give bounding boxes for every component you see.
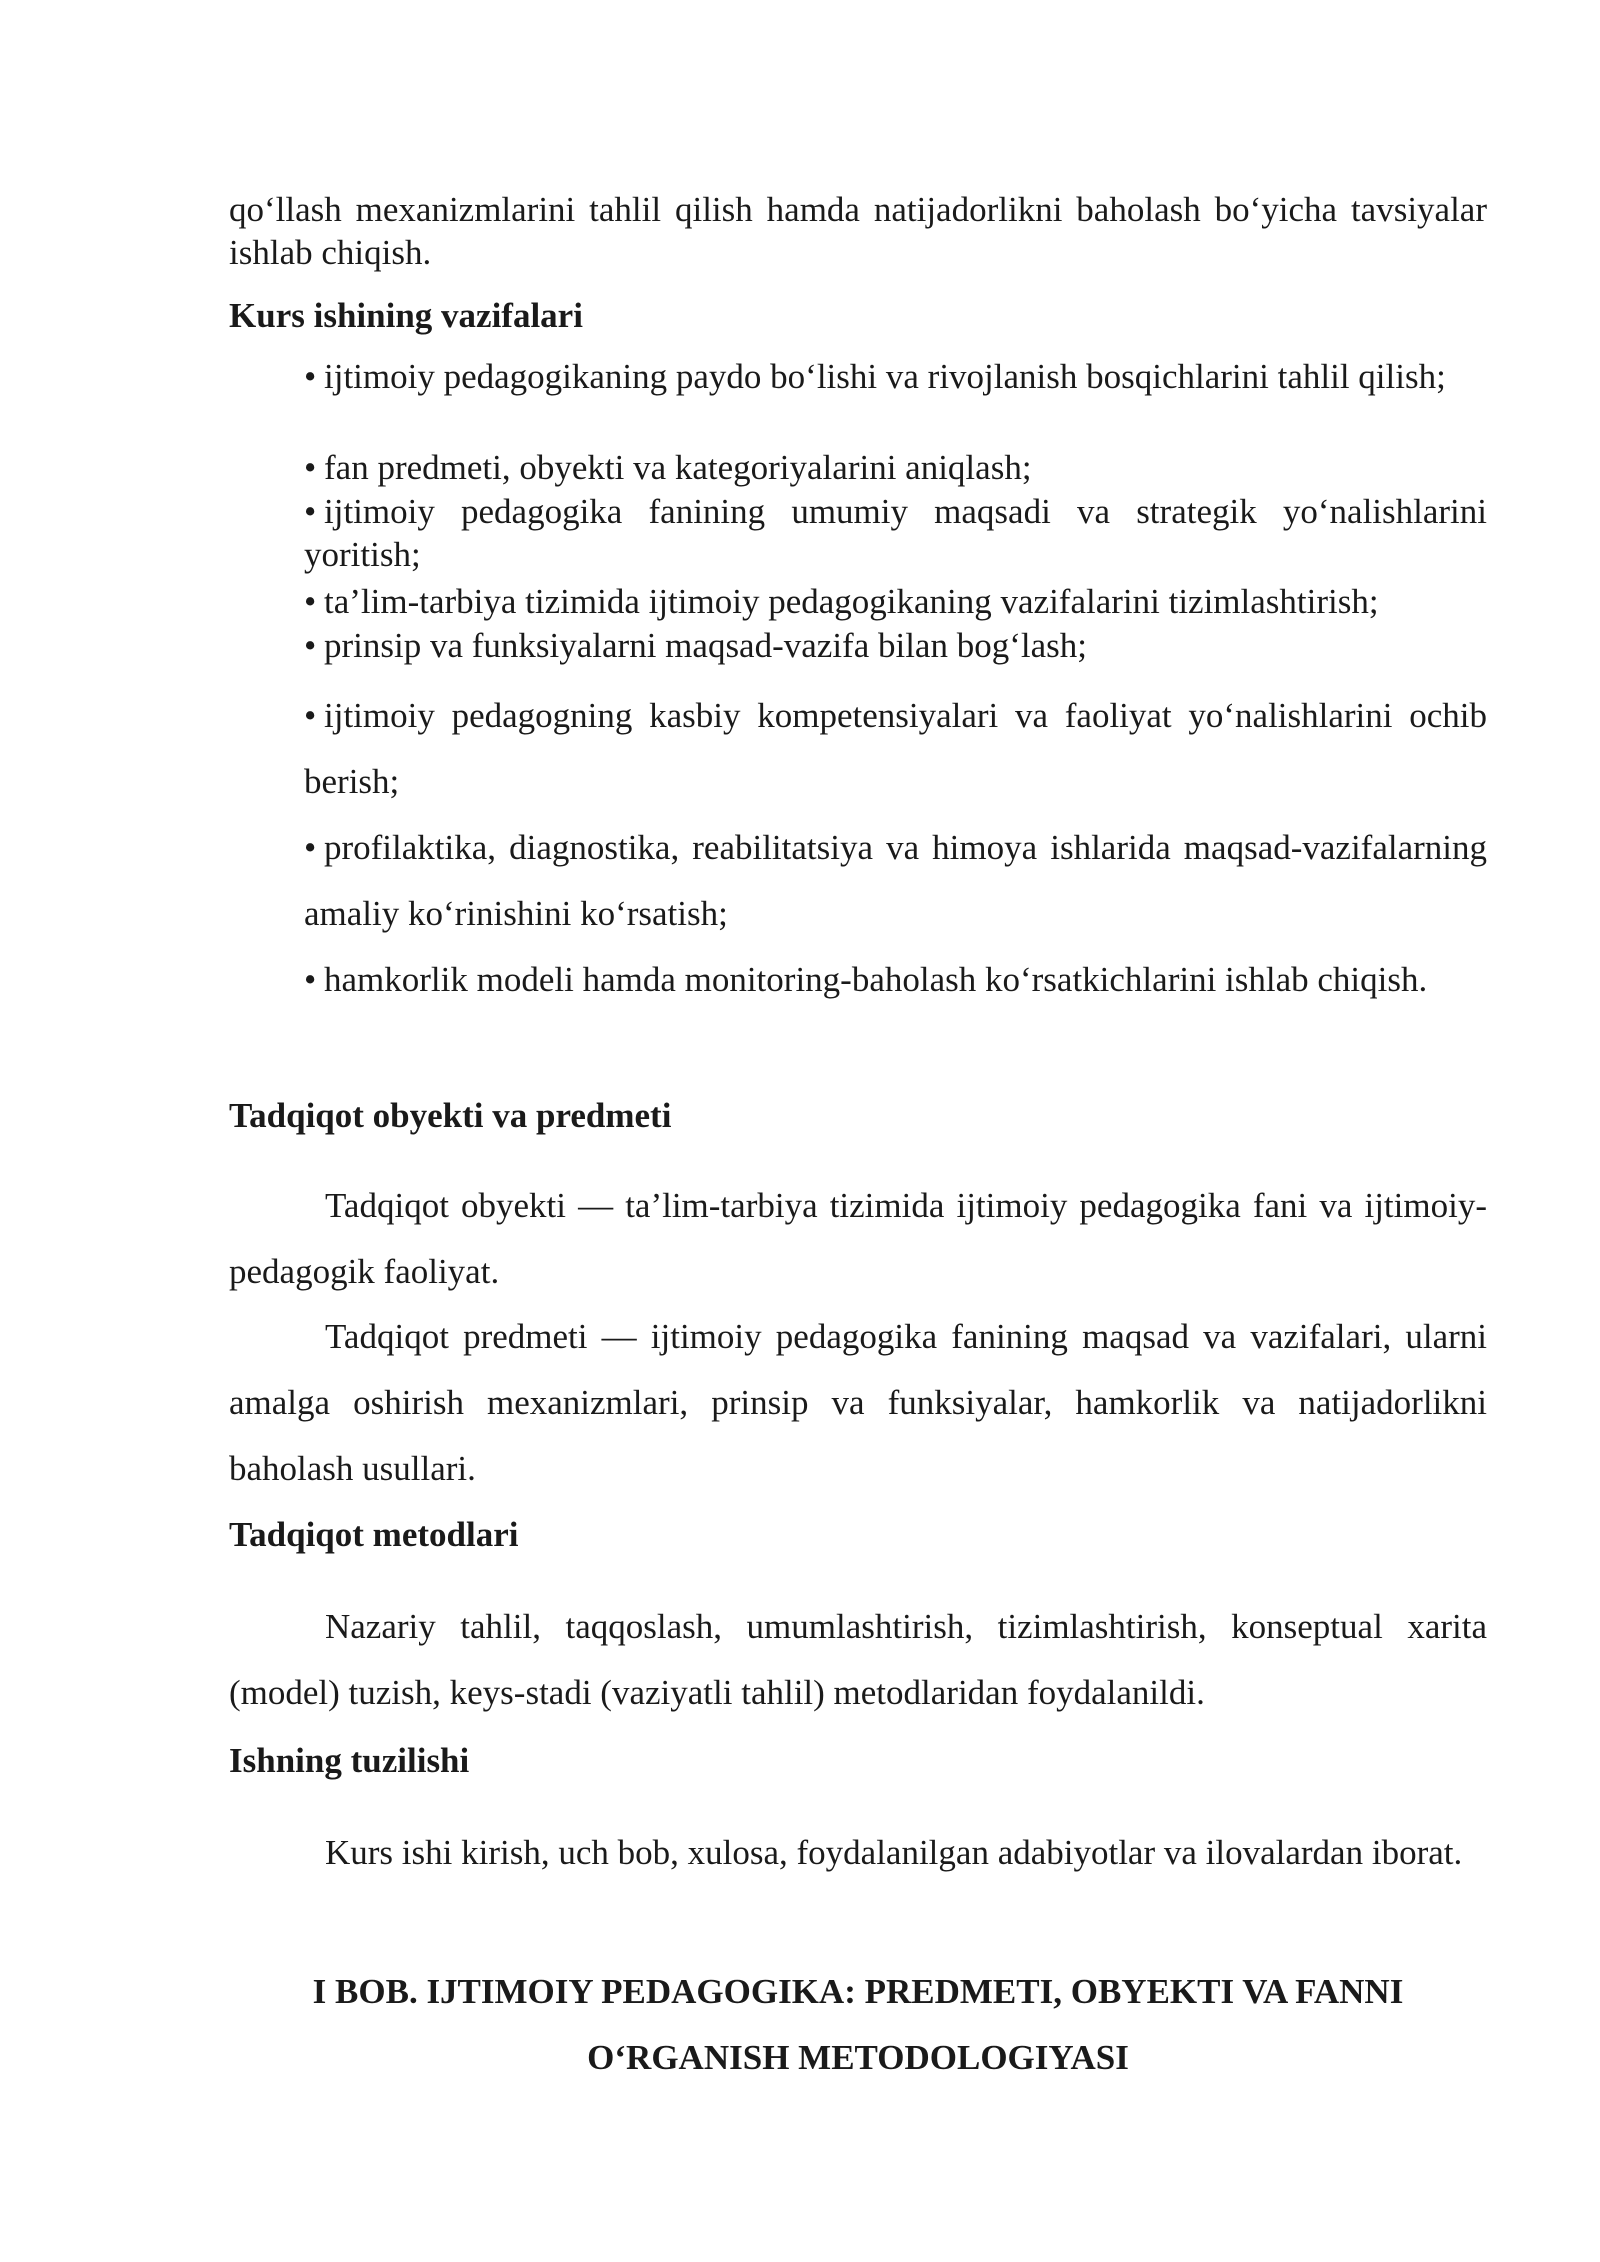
task-text: ijtimoiy pedagogika fanining umumiy maqsadi va strategik yo‘nalishlarini yoritish; xyxy=(304,492,1487,574)
task-item-2 xyxy=(304,446,1487,489)
task-item-1 xyxy=(304,355,1487,398)
structure-paragraph: Kurs ishi kirish, uch bob, xulosa, foydalanilgan adabiyotlar va ilovalardan iborat. xyxy=(325,1833,1463,1872)
bullet-icon: • xyxy=(304,492,317,531)
methods-heading: Tadqiqot metodlari xyxy=(229,1515,519,1554)
structure-heading: Ishning tuzilishi xyxy=(229,1741,470,1780)
bullet-icon: • xyxy=(304,582,317,621)
task-item-6 xyxy=(304,683,1487,815)
chapter-title-line-2: O‘RGANISH METODOLOGIYASI xyxy=(587,2038,1129,2077)
task-text: ta’lim-tarbiya tizimida ijtimoiy pedagogikaning vazifalarini tizimlashtirish; xyxy=(324,582,1379,621)
object-heading: Tadqiqot obyekti va predmeti xyxy=(229,1096,672,1135)
bullet-icon: • xyxy=(304,696,317,735)
task-item-4 xyxy=(304,580,1487,623)
bullet-icon: • xyxy=(304,448,317,487)
task-text: ijtimoiy pedagogning kasbiy kompetensiyalari va faoliyat yo‘nalishlarini ochib berish; xyxy=(304,696,1487,801)
task-item-7 xyxy=(304,815,1487,947)
task-item-8 xyxy=(304,947,1487,1013)
task-item-5 xyxy=(304,624,1487,667)
task-text: profilaktika, diagnostika, reabilitatsiya va himoya ishlarida maqsad-vazifalarning amaliy ko‘rinishini ko‘rsatish; xyxy=(304,828,1487,933)
subject-paragraph: Tadqiqot predmeti — ijtimoiy pedagogika fanining maqsad va vazifalari, ularni amalga oshirish mexanizmlari, prinsip va funksiyalar, hamkorlik va natijadorlikni baholash usullari. xyxy=(229,1317,1487,1488)
bullet-icon: • xyxy=(304,357,317,396)
intro-paragraph: qo‘llash mexanizmlarini tahlil qilish hamda natijadorlikni baholash bo‘yicha tavsiyalar ishlab chiqish. xyxy=(229,190,1487,272)
task-text: fan predmeti, obyekti va kategoriyalarini aniqlash; xyxy=(324,448,1032,487)
bullet-icon: • xyxy=(304,626,317,665)
chapter-title-line-1: I BOB. IJTIMOIY PEDAGOGIKA: PREDMETI, OBYEKTI VA FANNI xyxy=(312,1972,1404,2011)
bullet-icon: • xyxy=(304,960,317,999)
task-item-3 xyxy=(304,490,1487,576)
task-text: ijtimoiy pedagogikaning paydo bo‘lishi va rivojlanish bosqichlarini tahlil qilish; xyxy=(324,357,1446,396)
task-text: prinsip va funksiyalarni maqsad-vazifa bilan bog‘lash; xyxy=(324,626,1087,665)
methods-paragraph: Nazariy tahlil, taqqoslash, umumlashtirish, tizimlashtirish, konseptual xarita (model) tuzish, keys-stadi (vaziyatli tahlil) metodlaridan foydalanildi. xyxy=(229,1607,1487,1712)
task-text: hamkorlik modeli hamda monitoring-baholash ko‘rsatkichlarini ishlab chiqish. xyxy=(324,960,1428,999)
bullet-icon: • xyxy=(304,828,317,867)
object-paragraph: Tadqiqot obyekti — ta’lim-tarbiya tizimida ijtimoiy pedagogika fani va ijtimoiy-pedagogik faoliyat. xyxy=(229,1186,1487,1291)
tasks-heading: Kurs ishining vazifalari xyxy=(229,296,583,335)
